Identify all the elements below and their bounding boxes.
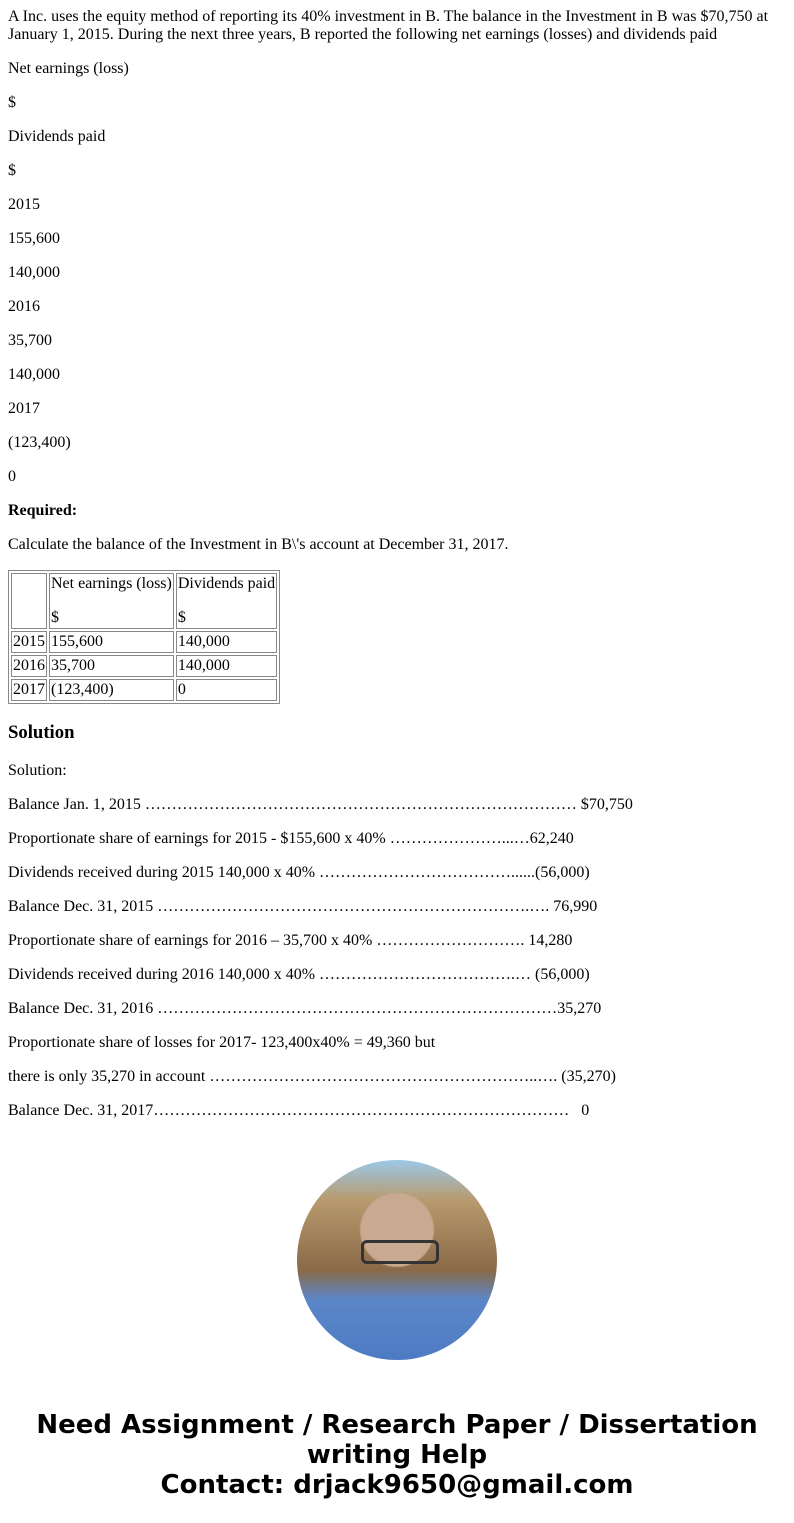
solution-line: Proportionate share of earnings for 2015 - $155,600 x 40% …………………...…62,240 xyxy=(8,830,574,847)
dividends-cell: 140,000 xyxy=(176,655,277,677)
solution-label: Solution: xyxy=(8,762,67,779)
flat-line: Net earnings (loss) xyxy=(8,60,129,77)
author-avatar xyxy=(297,1160,497,1360)
table-header-cell xyxy=(49,573,174,629)
solution-line: Proportionate share of earnings for 2016 – 35,700 x 40% ………………………. 14,280 xyxy=(8,932,573,949)
flat-line: 2017 xyxy=(8,400,40,417)
flat-line: $ xyxy=(8,94,16,111)
glasses-shape xyxy=(361,1240,439,1264)
earnings-table xyxy=(8,570,280,704)
solution-line: Balance Jan. 1, 2015 ……………………………………………………………………… $70,750 xyxy=(8,796,633,813)
question-intro: A Inc. uses the equity method of reporting its 40% investment in B. The balance in the Investment in B was $70,750 at January 1, 2015. During the next three years, B reported the following net earnings (losses) and dividends paid xyxy=(8,8,769,43)
year-cell: 2016 xyxy=(11,655,47,677)
header-unit: $ xyxy=(51,609,59,626)
solution-line: Balance Dec. 31, 2015 …………………………………………………………….…. 76,990 xyxy=(8,898,598,915)
solution-heading: Solution xyxy=(8,722,75,743)
required-text: Calculate the balance of the Investment in B\'s account at December 31, 2017. xyxy=(8,536,509,553)
header-unit: $ xyxy=(177,609,186,626)
promo-line: Need Assignment / Research Paper / Dissertation writing Help xyxy=(36,1410,758,1470)
flat-line: 0 xyxy=(8,468,16,485)
solution-line: Balance Dec. 31, 2016 …………………………………………………………………35,270 xyxy=(8,1000,602,1017)
year-cell: 2017 xyxy=(11,679,47,701)
dividends-cell: 0 xyxy=(176,679,277,701)
earnings-cell: 155,600 xyxy=(49,631,174,653)
required-label: Required: xyxy=(8,502,78,519)
header-label: Dividends paid xyxy=(177,575,276,592)
flat-line: (123,400) xyxy=(8,434,71,451)
solution-line: Dividends received during 2015 140,000 x 40% ………………………………......(56,000) xyxy=(8,864,590,881)
flat-line: 2015 xyxy=(8,196,40,213)
flat-line: Dividends paid xyxy=(8,128,106,145)
flat-line: 2016 xyxy=(8,298,40,315)
table-row xyxy=(11,631,277,653)
table-corner-cell xyxy=(11,573,47,629)
flat-line: $ xyxy=(8,162,16,179)
table-header-cell xyxy=(176,573,277,629)
year-cell: 2015 xyxy=(11,631,47,653)
promo-banner xyxy=(8,1410,786,1500)
solution-line: there is only 35,270 in account ……………………………………………………..…. (35,270) xyxy=(8,1068,616,1085)
earnings-cell: (123,400) xyxy=(49,679,174,701)
table-row xyxy=(11,679,277,701)
promo-contact[interactable]: Contact: drjack9650@gmail.com xyxy=(160,1470,634,1500)
header-label: Net earnings (loss) xyxy=(51,575,172,592)
flat-line: 140,000 xyxy=(8,264,60,281)
flat-line: 140,000 xyxy=(8,366,60,383)
dividends-cell: 140,000 xyxy=(176,631,277,653)
earnings-cell: 35,700 xyxy=(49,655,174,677)
flat-line: 155,600 xyxy=(8,230,60,247)
table-row xyxy=(11,655,277,677)
solution-line: Proportionate share of losses for 2017- 123,400x40% = 49,360 but xyxy=(8,1034,436,1051)
question-flat-lines xyxy=(8,60,786,486)
flat-line: 35,700 xyxy=(8,332,52,349)
solution-line: Balance Dec. 31, 2017…………………………………………………………………… 0 xyxy=(8,1102,590,1119)
solution-line: Dividends received during 2016 140,000 x 40% ……………………………….… (56,000) xyxy=(8,966,590,983)
table-header-row xyxy=(11,573,277,629)
